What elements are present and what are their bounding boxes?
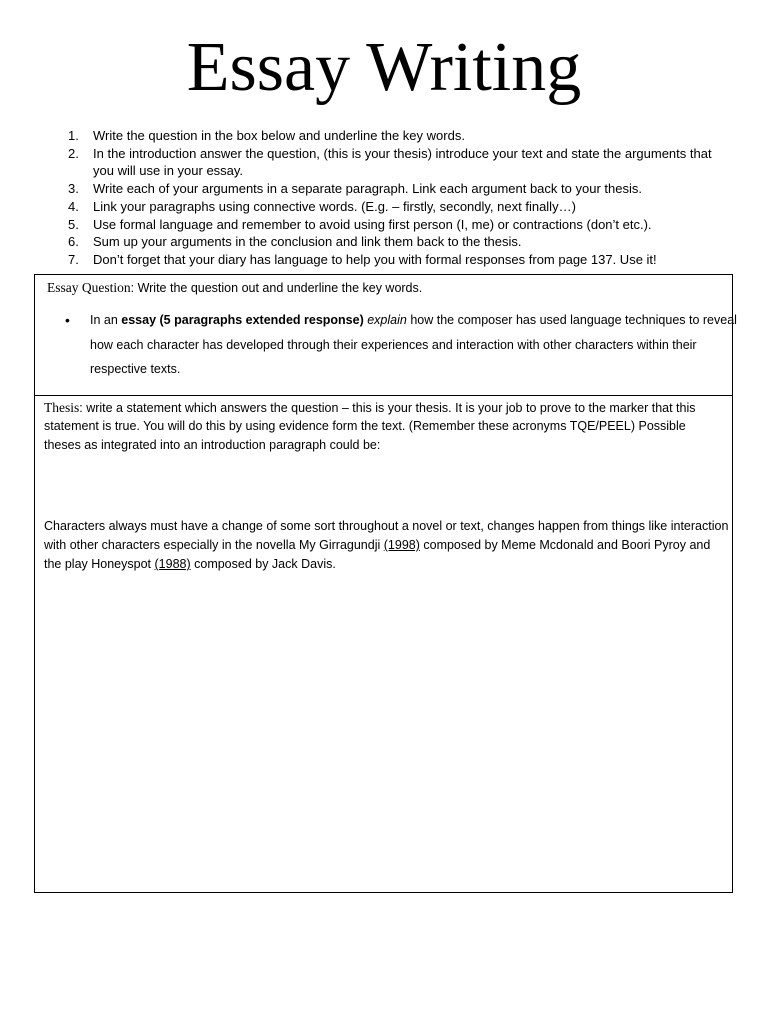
essay-question-label: Essay Question [47, 280, 131, 295]
thesis-example-paragraph [44, 517, 729, 574]
question-bold-text: essay (5 paragraphs extended response) [121, 313, 364, 327]
essay-question-text [65, 308, 740, 382]
thesis-box [34, 395, 733, 893]
thesis-text-part: composed by Meme Mcdonald and Boori Pyroy and the play Honeyspot [44, 538, 711, 571]
list-item [68, 251, 728, 269]
essay-question-heading [47, 280, 422, 296]
list-number: 2. [68, 145, 79, 161]
list-item [68, 127, 728, 145]
list-number: 6. [68, 234, 79, 250]
list-number: 3. [68, 181, 79, 197]
list-item-text: Write the question in the box below and underline the key words. [93, 128, 465, 143]
list-item-text: Write each of your arguments in a separate paragraph. Link each argument back to your thesis. [93, 181, 642, 197]
list-item [68, 145, 728, 180]
thesis-label: Thesis [44, 400, 80, 415]
essay-question-box [34, 274, 737, 396]
question-text-part: how the composer has used language techniques to reveal how each character has developed through their experiences and interaction with other characters within their respective texts. [90, 313, 737, 376]
list-item-text: Don’t forget that your diary has language to help you with formal responses from page 137. Use it! [93, 251, 657, 267]
document-title: Essay Writing [186, 29, 582, 106]
list-item [68, 198, 728, 216]
list-item [68, 233, 728, 251]
instruction-list [68, 127, 728, 269]
list-number: 4. [68, 198, 79, 214]
thesis-heading [44, 399, 724, 454]
list-number: 7. [68, 251, 79, 267]
list-item-text: Use formal language and remember to avoid using first person (I, me) or contractions (don’t etc.). [93, 216, 652, 232]
essay-question-instruction: : Write the question out and underline the key words. [130, 281, 423, 295]
thesis-text-part: Characters always must have a change of some sort throughout a novel or text, changes happen from things like interaction with other characters especially in the novella My Girragundji [44, 519, 729, 552]
year-underlined: (1988) [154, 557, 191, 571]
year-underlined: (1998) [383, 538, 420, 552]
list-number: 5. [68, 216, 79, 232]
list-item-text: Link your paragraphs using connective words. (E.g. – firstly, secondly, next finally…) [93, 198, 576, 214]
thesis-instruction: : write a statement which answers the question – this is your thesis. It is your job to prove to the marker that this statement is true. You will do this by using evidence form the text. (Remember these acronyms TQE/PEEL) Possible theses as integrated into an introduction paragraph could be: [44, 401, 696, 452]
question-text-part: In an [90, 313, 122, 327]
thesis-text-part: composed by Jack Davis. [190, 557, 336, 571]
list-item-text: In the introduction answer the question, (this is your thesis) introduce your text and state the arguments that you will use in your essay. [93, 145, 712, 179]
list-item [68, 180, 728, 198]
question-italic-text: explain [367, 313, 407, 327]
list-number: 1. [68, 128, 79, 143]
list-item [68, 216, 728, 234]
bullet-icon: • [65, 312, 70, 328]
list-item-text: Sum up your arguments in the conclusion and link them back to the thesis. [93, 234, 522, 250]
